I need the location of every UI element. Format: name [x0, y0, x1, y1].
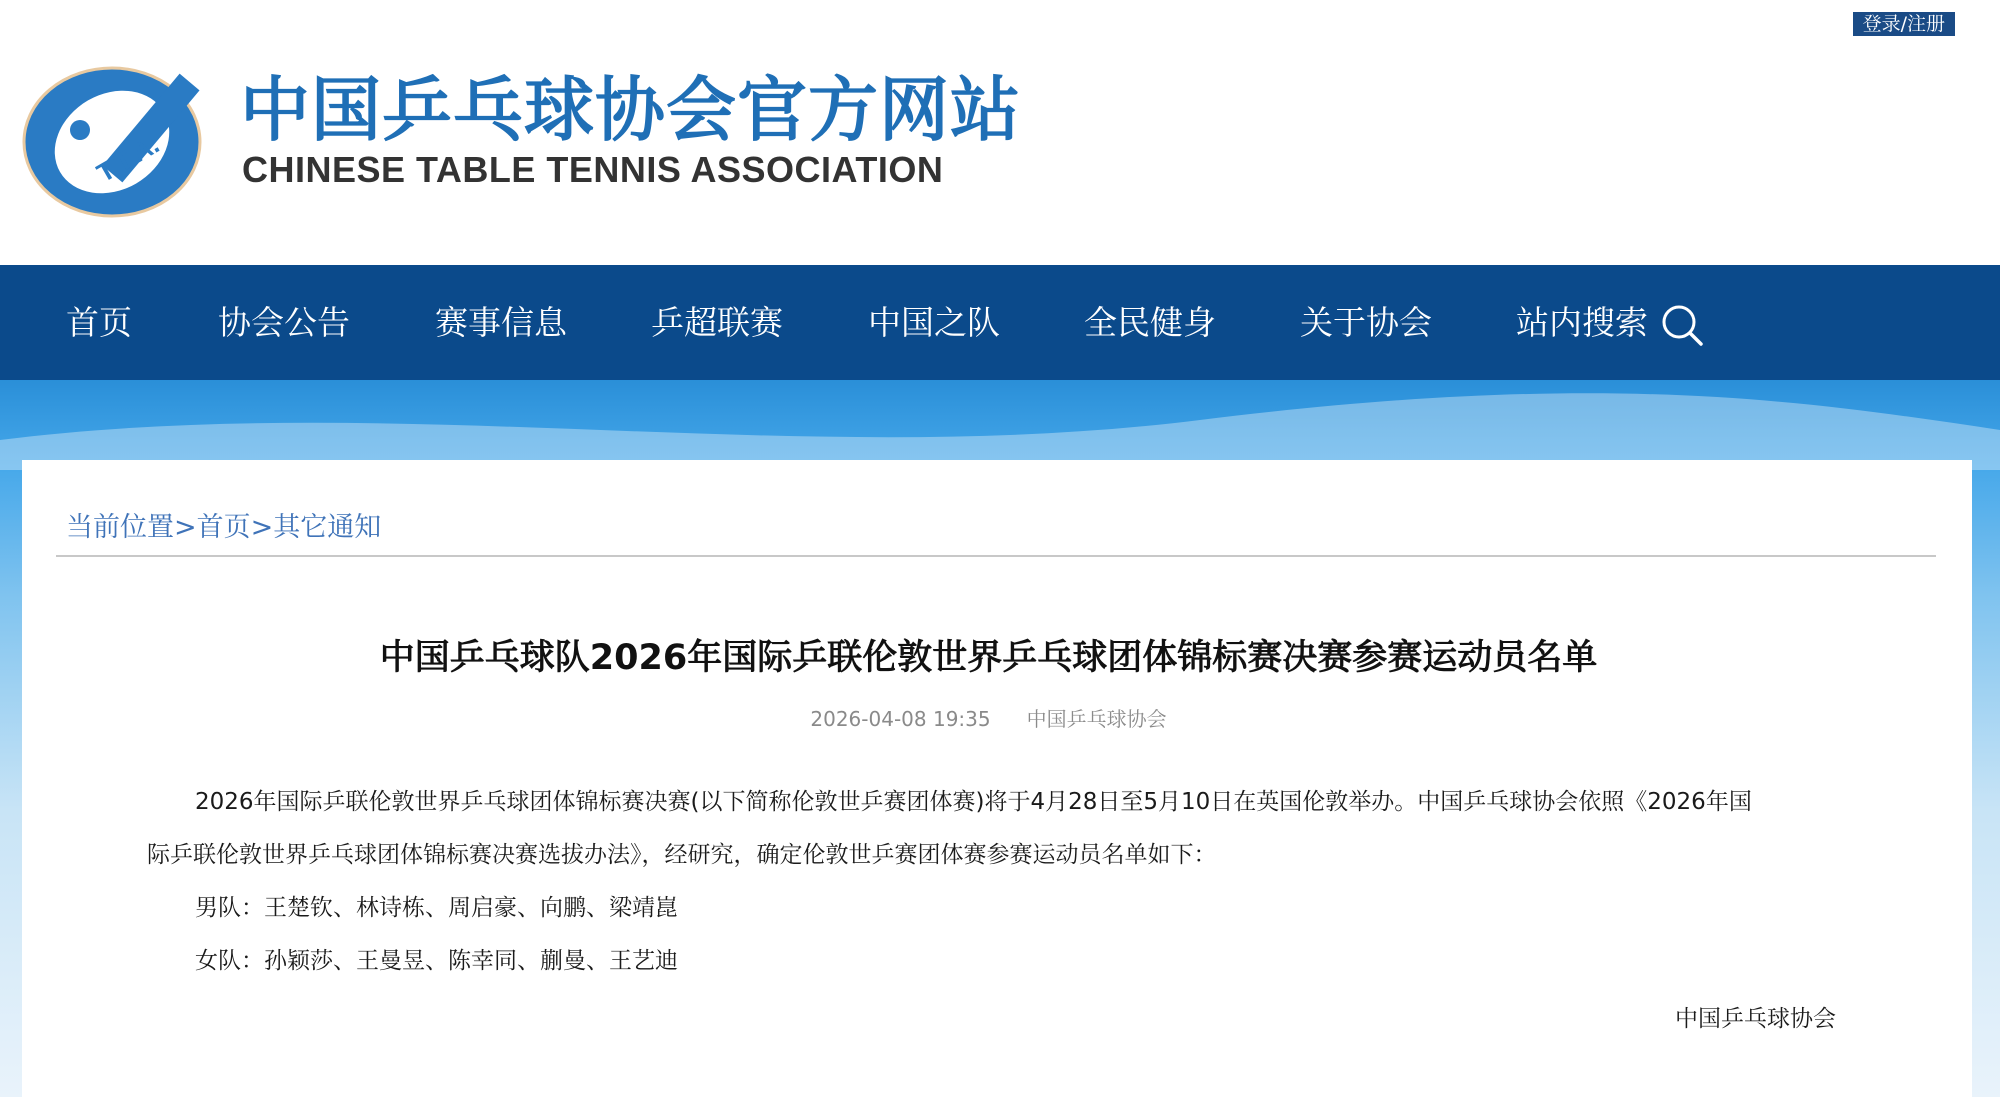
nav-item-home[interactable]: 首页	[66, 303, 132, 342]
main-nav	[0, 265, 2000, 380]
men-team-roster: 男队：王楚钦、林诗栋、周启豪、向鹏、梁靖崑	[195, 895, 678, 921]
article-date: 2026-04-08 19:35	[810, 707, 991, 731]
banner-wave	[0, 380, 2000, 470]
nav-item-events[interactable]: 赛事信息	[435, 303, 567, 342]
breadcrumb-divider	[56, 555, 1936, 557]
site-title-en: CHINESE TABLE TENNIS ASSOCIATION	[242, 149, 944, 190]
nav-item-about[interactable]: 关于协会	[1300, 303, 1432, 342]
search-icon[interactable]	[1660, 303, 1704, 347]
breadcrumb	[66, 505, 381, 544]
login-register-link[interactable]: 登录/注册	[1853, 12, 1955, 36]
breadcrumb-separator: >	[250, 512, 274, 543]
women-team-roster: 女队：孙颖莎、王曼昱、陈幸同、蒯曼、王艺迪	[195, 948, 678, 974]
site-header	[0, 0, 2000, 265]
article-signature: 中国乒乓球协会	[1675, 1006, 1836, 1032]
article-title: 中国乒乓球队2026年国际乒联伦敦世界乒乓球团体锦标赛决赛参赛运动员名单	[379, 638, 1598, 678]
nav-item-announcements[interactable]: 协会公告	[218, 303, 350, 342]
article-paragraph-line: 2026年国际乒联伦敦世界乒乓球团体锦标赛决赛(以下简称伦敦世乒赛团体赛)将于4月28日至5月10日在英国伦敦举办。中国乒乓球协会依照《2026年国	[195, 789, 1752, 815]
nav-item-national-team[interactable]: 中国之队	[868, 303, 1000, 342]
nav-item-super-league[interactable]: 乒超联赛	[651, 303, 783, 342]
logo-text: T.T.A.	[91, 128, 165, 189]
article-source: 中国乒乓球协会	[1026, 707, 1167, 731]
nav-item-site-search[interactable]: 站内搜索	[1516, 303, 1648, 342]
article-meta	[0, 703, 1977, 732]
site-title-cn: 中国乒乓球协会官方网站	[240, 69, 1021, 151]
breadcrumb-prefix: 当前位置	[66, 512, 174, 543]
breadcrumb-current-link[interactable]: 其它通知	[273, 512, 382, 543]
breadcrumb-separator: >	[174, 512, 197, 543]
breadcrumb-home-link[interactable]: 首页	[196, 512, 251, 543]
article-paragraph-line: 际乒联伦敦世界乒乓球团体锦标赛决赛选拔办法》，经研究，确定伦敦世乒赛团体赛参赛运动员名单如下：	[147, 842, 1217, 868]
ctta-logo[interactable]	[20, 50, 215, 220]
nav-item-fitness[interactable]: 全民健身	[1084, 303, 1216, 342]
